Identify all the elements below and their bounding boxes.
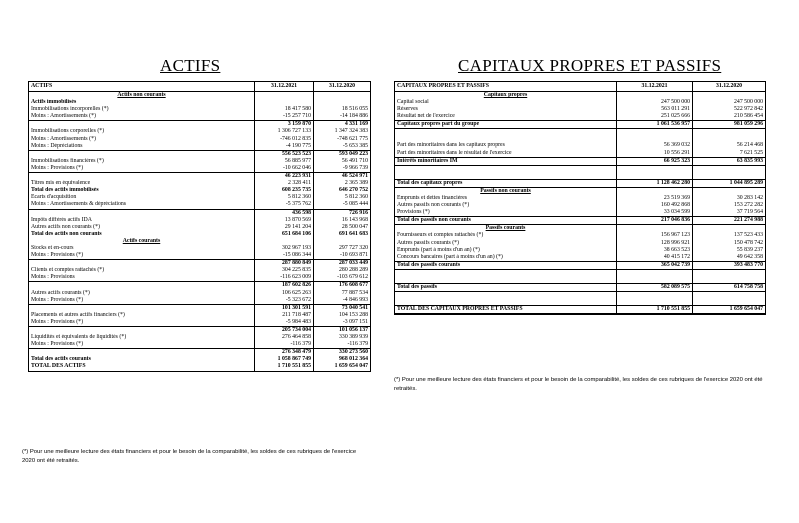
table-row [29,113,370,121]
value-2021: -10 662 046 [255,165,314,172]
value-2021: 40 415 172 [617,254,693,261]
value-2020: 16 143 968 [341,216,368,223]
row-label: Ecarts d'acquisition [29,194,255,201]
value-2020: 5 812 360 [344,194,368,201]
value-2021: 46 223 931 [255,173,314,180]
table-row [29,151,370,158]
table-row [29,173,370,180]
passifs-table-header [395,82,765,92]
row-label: Immobilisations financières (*) [29,158,255,165]
row-label: Emprunts (part à moins d'un an) (*) [395,247,617,254]
value-2021: -116 623 009 [255,274,314,281]
row-label: TOTAL DES ACTIFS [29,363,255,370]
value-2020: 726 916 [349,209,368,216]
value-2021: 608 235 735 [255,187,314,194]
row-label: Autres passifs courants (*) [395,240,617,247]
actifs-rows [29,92,370,371]
row-label [395,292,617,305]
value-2021: 38 663 523 [617,247,693,254]
table-row [395,150,765,157]
value-2020: -14 184 886 [339,113,368,120]
table-row [395,195,765,202]
value-2021 [617,129,693,142]
row-label: Actifs courants [29,238,255,245]
row-label: Résultat net de l'exercice [395,113,617,120]
value-2020: 30 283 142 [736,194,763,201]
table-row [395,216,765,225]
table-row [29,363,370,370]
passifs-col-2020: 31.12.2020 [715,83,743,89]
table-row [29,224,370,231]
row-label: Passifs non courants [395,188,617,195]
table-row [395,254,765,261]
row-label: Total des actifs immobilisés [29,187,255,194]
row-label [395,166,617,179]
row-label [29,349,255,356]
value-2021: 29 141 204 [255,224,314,231]
value-2021: 156 967 123 [617,232,693,239]
value-2020: -103 679 612 [337,274,368,281]
value-2020: 614 758 758 [734,283,763,290]
value-2021 [617,225,693,232]
row-label: Provisions (*) [395,209,617,216]
value-2020 [693,166,765,179]
value-2021: 56 885 977 [255,158,314,165]
row-label: Immobilisations corporelles (*) [29,128,255,135]
value-2021: -15 086 344 [255,252,314,259]
value-2020 [693,292,765,305]
value-2020: 46 524 971 [341,173,368,180]
value-2020: 28 500 047 [341,223,368,230]
value-2020: 393 483 770 [734,261,763,268]
value-2020: 49 642 358 [736,253,763,260]
value-2020: 137 523 433 [734,232,763,239]
table-row [395,179,765,188]
table-row [395,240,765,247]
table-row [395,261,765,270]
value-2021: 251 025 666 [617,113,693,120]
row-label: Total des passifs [395,284,617,291]
row-label [29,210,255,217]
value-2020: 522 972 842 [734,106,763,113]
value-2020: -748 621 775 [337,135,368,142]
value-2020 [314,92,370,99]
passifs-table [394,81,766,315]
value-2021: -746 012 835 [255,136,314,143]
table-row [29,334,370,341]
value-2021: -4 190 775 [255,143,314,150]
value-2021: 66 925 323 [617,158,693,165]
value-2020: 1 659 654 047 [729,305,763,312]
table-row [29,260,370,267]
passifs-col-2021: 31.12.2021 [617,82,693,91]
value-2020: -4 846 993 [342,296,368,303]
value-2021: 2 328 411 [255,180,314,187]
value-2021: 287 880 849 [255,260,314,267]
row-label: Moins : Provisions (*) [29,165,255,172]
value-2020: 981 059 296 [734,121,763,128]
row-label: Capital social [395,99,617,106]
value-2021 [255,92,314,99]
value-2020: 4 331 169 [344,121,368,128]
row-label: Stocks et en-cours [29,245,255,252]
table-row [29,305,370,312]
value-2020: 646 270 752 [339,187,368,194]
row-label: Total des capitaux propres [395,180,617,187]
row-label: Moins : Dépréciations [29,143,255,150]
spacer-row [395,292,765,305]
row-label: Passifs courants [395,225,617,232]
value-2020: 1 659 654 047 [334,363,368,370]
row-label [395,270,617,283]
value-2020: -116 379 [347,341,368,348]
section-header [395,92,765,99]
value-2021: 101 301 591 [255,305,314,312]
row-label: Actifs non courants [29,92,255,99]
value-2020: -10 693 871 [339,252,368,259]
value-2021: -5 984 483 [255,319,314,326]
value-2021: 582 089 575 [617,284,693,291]
value-2020: 77 887 534 [341,289,368,296]
value-2021: 365 042 739 [617,262,693,269]
value-2020: 968 012 364 [339,356,368,363]
value-2021: 128 996 921 [617,240,693,247]
value-2021: 187 602 826 [255,282,314,289]
value-2021: 1 306 727 133 [255,128,314,135]
row-label [29,260,255,267]
value-2021: 3 159 870 [255,121,314,128]
actifs-table-header [29,82,370,92]
value-2021: 33 034 599 [617,209,693,216]
table-row [29,267,370,274]
row-label: Capitaux propres [395,92,617,99]
row-label: TOTAL DES CAPITAUX PROPRES ET PASSIFS [395,306,617,313]
table-row [395,142,765,149]
value-2020: 287 033 449 [339,260,368,267]
value-2020: 73 040 541 [341,304,368,311]
passifs-col-label: CAPITAUX PROPRES ET PASSIFS [395,82,617,91]
row-label: Moins : Provisions [29,274,255,281]
row-label: Autres actifs non courants (*) [29,224,255,231]
table-row [29,128,370,135]
value-2021 [255,238,314,245]
value-2021 [617,166,693,179]
row-label: Liquidités et équivalents de liquidités (*) [29,334,255,341]
table-row [29,252,370,260]
table-row [395,232,765,239]
value-2021: 1 710 551 855 [617,306,693,313]
row-label: Moins : Provisions (*) [29,252,255,259]
row-label [29,121,255,128]
value-2021: 276 464 858 [255,334,314,341]
value-2020 [314,99,370,106]
value-2021 [617,292,693,305]
table-row [29,180,370,187]
value-2020: 37 719 564 [736,209,763,216]
row-label: Placements et autres actifs financiers (*) [29,312,255,319]
value-2020: -9 966 739 [342,164,368,171]
table-row [29,290,370,297]
value-2020: 1 347 324 383 [334,128,368,135]
table-row [395,113,765,120]
passifs-rows [395,92,765,314]
value-2020: 104 153 288 [339,311,368,318]
value-2020: 247 500 000 [734,99,763,106]
actifs-col-2020: 31.12.2020 [328,83,356,89]
value-2020: -3 097 151 [342,318,368,325]
value-2020: -5 653 385 [342,142,368,149]
table-row [29,312,370,319]
table-row [395,305,765,314]
value-2021: 1 058 867 749 [255,356,314,363]
value-2020: 150 478 742 [734,239,763,246]
table-row [29,99,370,106]
section-header [29,238,370,245]
value-2020: 330 273 560 [339,349,368,356]
value-2021: -5 375 762 [255,201,314,208]
row-label: Concours bancaires (part à moins d'un an) (*) [395,254,617,261]
row-label: Titres mis en équivalence [29,180,255,187]
value-2020 [693,270,765,283]
table-row [29,187,370,194]
spacer-row [395,166,765,179]
value-2020: 691 641 683 [339,230,368,237]
value-2020: 63 835 993 [736,157,763,164]
value-2020: 176 608 677 [339,282,368,289]
row-label: Total des actifs non courants [29,231,255,238]
value-2021: 276 348 479 [255,349,314,356]
value-2020: 153 272 282 [734,202,763,209]
row-label: Total des passifs courants [395,262,617,269]
row-label: Actifs immobilisés [29,99,255,106]
value-2021: 304 225 835 [255,267,314,274]
value-2020: 55 839 237 [736,246,763,253]
value-2020: 330 389 939 [339,334,368,341]
actifs-col-2021: 31.12.2021 [255,82,314,91]
value-2021: 5 812 360 [255,194,314,201]
value-2020 [693,188,765,195]
row-label: Immobilisations incorporelles (*) [29,106,255,113]
passifs-heading: CAPITAUX PROPRES ET PASSIFS [458,56,722,75]
row-label: Clients et comptes rattachés (*) [29,267,255,274]
value-2021: -15 257 710 [255,113,314,120]
value-2021 [617,92,693,99]
table-row [29,327,370,334]
value-2021: -116 379 [255,341,314,348]
value-2020: 56 491 710 [341,157,368,164]
row-label: Moins : Provisions (*) [29,341,255,348]
actifs-table [28,81,371,372]
actifs-heading: ACTIFS [160,56,221,75]
table-row [395,120,765,129]
spacer-row [395,270,765,283]
value-2021: 563 011 291 [617,106,693,113]
table-row [395,209,765,216]
value-2021 [617,270,693,283]
table-row [29,201,370,209]
section-header [29,92,370,99]
table-row [29,143,370,151]
table-row [29,217,370,224]
value-2021: 106 625 263 [255,290,314,297]
value-2021: 160 492 868 [617,202,693,209]
table-row [29,282,370,289]
value-2021 [617,188,693,195]
value-2020: 210 586 454 [734,113,763,120]
table-row [29,349,370,356]
table-row [29,297,370,305]
table-row [395,202,765,209]
value-2020: 280 288 289 [339,267,368,274]
value-2020: 593 049 223 [339,150,368,157]
value-2021: 205 734 004 [255,327,314,334]
actifs-col-label: ACTIFS [29,82,255,91]
row-label: Total des passifs non courants [395,217,617,224]
value-2021: 217 046 836 [617,217,693,224]
value-2021: 556 523 523 [255,151,314,158]
table-row [29,319,370,327]
table-row [395,106,765,113]
value-2021: 436 598 [255,210,314,217]
section-header [395,188,765,195]
row-label [29,173,255,180]
table-row [29,158,370,165]
section-header [395,225,765,232]
row-label: Moins : Provisions (*) [29,297,255,304]
row-label: Réserves [395,106,617,113]
table-row [29,274,370,282]
value-2020: 101 056 137 [339,327,368,333]
value-2020: -5 085 444 [342,201,368,208]
value-2020: 221 274 988 [734,217,763,224]
value-2021: 651 684 106 [255,231,314,238]
value-2021: 10 556 291 [617,150,693,157]
value-2020: 297 727 320 [339,244,368,251]
value-2021: 13 870 569 [255,217,314,224]
row-label: Moins : Provisions (*) [29,319,255,326]
table-row [29,136,370,143]
row-label [29,305,255,312]
value-2021: 1 710 551 855 [255,363,314,370]
table-row [29,210,370,217]
table-row [29,231,370,238]
row-label [29,151,255,158]
value-2021: 1 061 536 957 [617,121,693,128]
row-label: Capitaux propres part du groupe [395,121,617,128]
value-2020: 2 365 389 [344,180,368,187]
value-2020 [693,129,765,142]
spacer-row [395,129,765,142]
value-2020: 7 621 525 [739,149,763,156]
value-2020 [314,238,370,245]
row-label: Total des actifs courants [29,356,255,363]
value-2021: 302 967 193 [255,245,314,252]
value-2021: 1 128 462 280 [617,180,693,187]
row-label: Impôts différés actifs IDA [29,217,255,224]
value-2021: 56 369 032 [617,142,693,149]
value-2020: 56 214 468 [736,142,763,149]
table-row [29,194,370,201]
table-row [29,341,370,349]
row-label: Part des minoritaires dans le résultat de l'exercice [395,150,617,157]
table-row [395,99,765,106]
value-2021: -5 323 672 [255,297,314,304]
value-2021: 247 500 000 [617,99,693,106]
table-row [29,121,370,128]
value-2020: 1 044 895 289 [729,179,763,186]
row-label: Fournisseurs et comptes rattachés (*) [395,232,617,239]
table-row [395,247,765,254]
table-row [29,165,370,173]
value-2021: 18 417 580 [255,106,314,113]
value-2020 [693,225,765,232]
row-label: Moins : Amortissements (*) [29,136,255,143]
table-row [29,356,370,363]
row-label: Intérêts minoritaires IM [395,158,617,165]
row-label [395,129,617,142]
value-2021: 211 718 487 [255,312,314,319]
row-label: Part des minoritaires dans les capitaux propres [395,142,617,149]
row-label: Moins : Amortissements (*) [29,113,255,120]
value-2021: 23 519 369 [617,195,693,202]
value-2021 [255,99,314,106]
row-label: Moins : Amortissements & dépréciations [29,201,255,208]
value-2020 [693,92,765,99]
table-row [395,157,765,166]
table-row [29,106,370,113]
table-row [29,245,370,252]
row-label: Autres actifs courants (*) [29,290,255,297]
actifs-footnote: (*) Pour une meilleure lecture des états financiers et pour le besoin de la comparabilité, les soldes de ces rubriques de l'exercice 2020 ont été retraités. [22,449,357,464]
table-row [395,283,765,292]
value-2020: 18 516 055 [341,106,368,113]
row-label: Emprunts et dettes financières [395,195,617,202]
row-label [29,327,255,334]
row-label [29,282,255,289]
passifs-footnote: (*) Pour une meilleure lecture des états financiers et pour le besoin de la comparabilité, les soldes de ces rubriques de l'exercice 2020 ont été retraités. [394,377,763,392]
row-label: Autres passifs non courants (*) [395,202,617,209]
